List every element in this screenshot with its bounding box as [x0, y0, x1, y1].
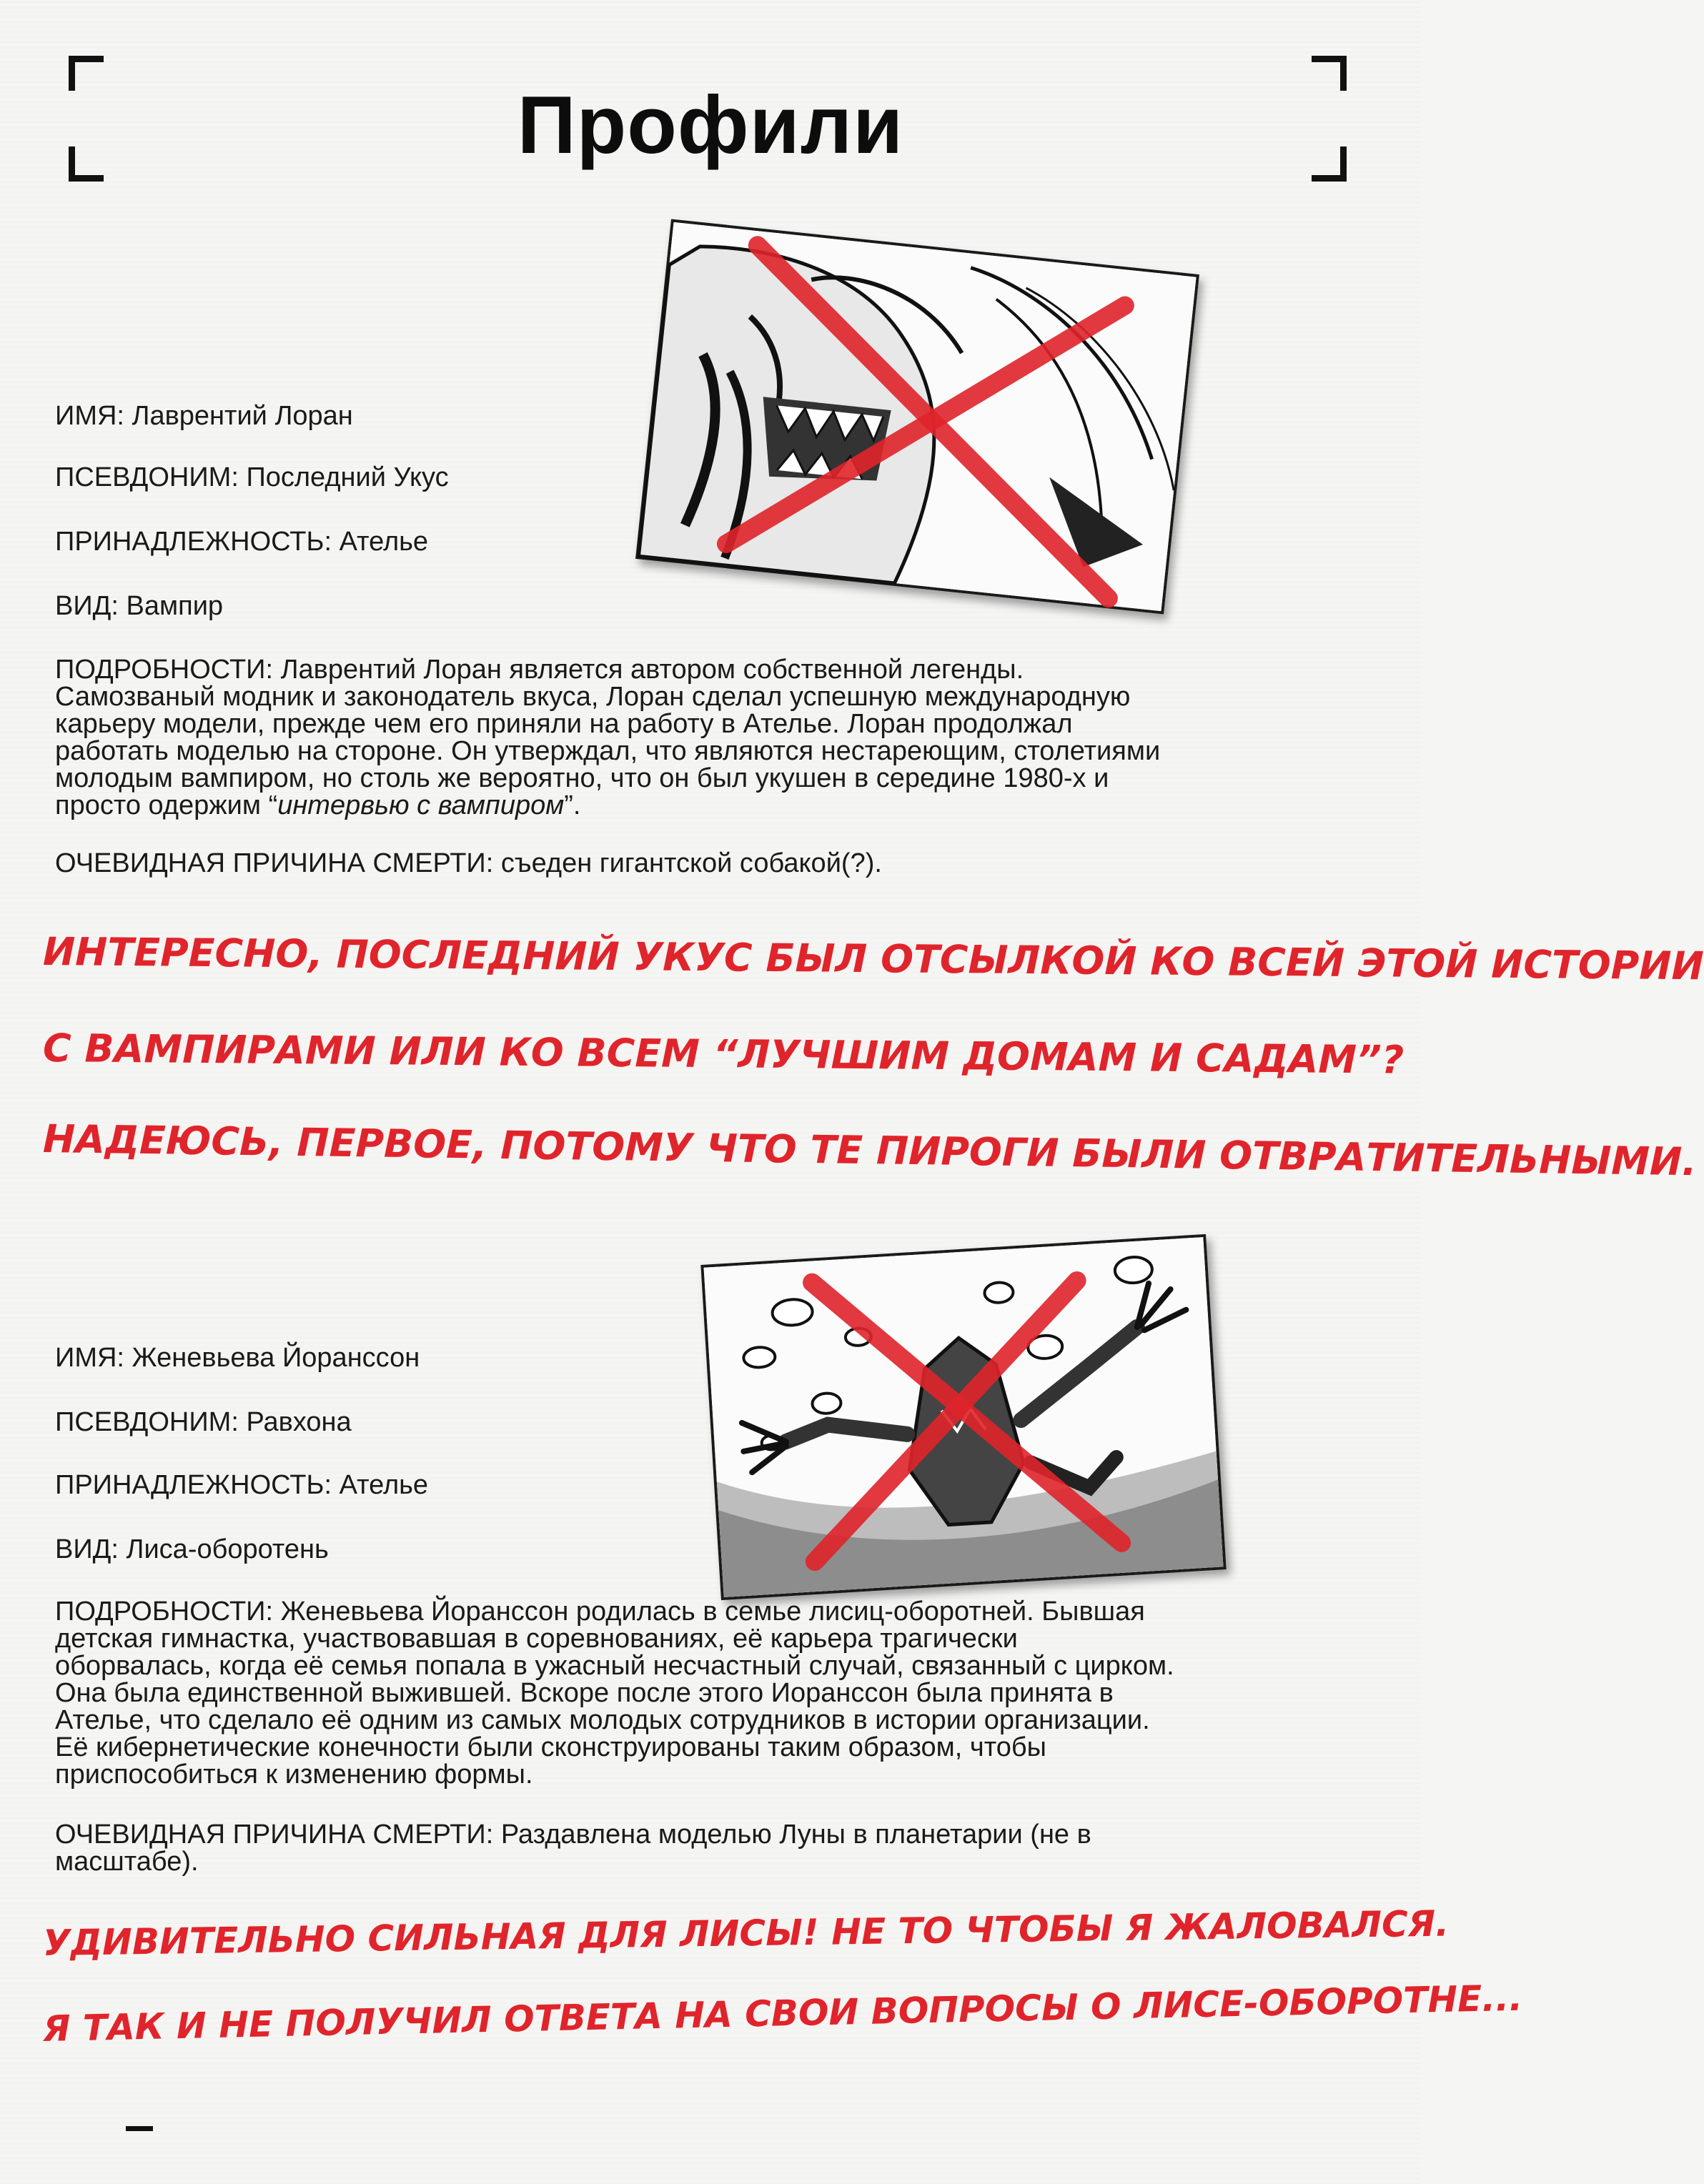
species-label: ВИД: [55, 1534, 119, 1564]
details-label: ПОДРОБНОСТИ: [55, 1597, 274, 1627]
affiliation-label: ПРИНАДЛЕЖНОСТЬ: [55, 527, 332, 557]
profile-2-affiliation-row [55, 1471, 428, 1499]
details-line: Она была единственной выжившей. Вскоре после этого Иоранссон была принята в [55, 1678, 1114, 1708]
profile-2-alias-row [55, 1408, 352, 1436]
species-value: Вампир [126, 591, 224, 621]
alias-label: ПСЕВДОНИМ: [55, 462, 239, 492]
species-label: ВИД: [55, 591, 119, 621]
details-line: детская гимнастка, участвовавшая в соревнованиях, её карьера трагически [55, 1624, 1018, 1654]
page-title: Профили [517, 80, 904, 171]
affiliation-value: Ателье [339, 527, 429, 557]
details-italic-title: интервью с вампиром [277, 790, 565, 820]
details-line: Женевьева Йоранссон родилась в семье лисиц-оборотней. Бывшая [280, 1597, 1145, 1627]
details-line: Её кибернетические конечности были сконструированы таким образом, чтобы [55, 1732, 1046, 1762]
handwritten-note: Я ТАК И НЕ ПОЛУЧИЛ ОТВЕТА НА СВОИ ВОПРОСЫ О ЛИСЕ-ОБОРОТНЕ... [42, 1977, 1523, 2050]
name-value: Женевьева Йоранссон [132, 1343, 420, 1373]
details-line: Самозваный модник и законодатель вкуса, Лоран сделал успешную международную [55, 682, 1131, 712]
alias-value: Последний Укус [246, 462, 449, 492]
species-value: Лиса-оборотень [126, 1534, 329, 1564]
details-line: просто одержим “ [55, 790, 278, 820]
profile-1-death-row [55, 849, 882, 878]
details-line: приспособиться к изменению формы. [55, 1759, 533, 1790]
details-end: ”. [564, 790, 581, 820]
handwritten-note: УДИВИТЕЛЬНО СИЛЬНАЯ ДЛЯ ЛИСЫ! НЕ ТО ЧТОБЫ Я ЖАЛОВАЛСЯ. [42, 1902, 1450, 1964]
death-label: ОЧЕВИДНАЯ ПРИЧИНА СМЕРТИ: [55, 1820, 494, 1850]
death-line: Раздавлена моделью Луны в планетарии (не в [500, 1820, 1091, 1850]
details-line: Ателье, что сделало её одним из самых молодых сотрудников в истории организации. [55, 1705, 1150, 1735]
profile-1-affiliation-row [55, 527, 428, 556]
name-label: ИМЯ: [55, 1343, 124, 1373]
profile-2-name-row [55, 1344, 420, 1372]
name-label: ИМЯ: [55, 401, 124, 431]
details-line: работать моделью на стороне. Он утверждал, что являются нестареющим, столетиями [55, 736, 1161, 766]
details-line: молодым вампиром, но столь же вероятно, что он был укушен в середине 1980-х и [55, 763, 1109, 793]
handwritten-note: НАДЕЮСЬ, ПЕРВОЕ, ПОТОМУ ЧТО ТЕ ПИРОГИ БЫЛИ ОТВРАТИТЕЛЬНЫМИ. [42, 1116, 1698, 1185]
alias-label: ПСЕВДОНИМ: [55, 1407, 239, 1437]
profile-1-species-row [55, 592, 223, 620]
profile-1-photo [635, 219, 1199, 614]
name-value: Лаврентий Лоран [132, 401, 353, 431]
profile-2-death-row [55, 1821, 1356, 1875]
handwritten-note: С ВАМПИРАМИ ИЛИ КО ВСЕМ “ЛУЧШИМ ДОМАМ И САДАМ”? [42, 1026, 1405, 1083]
profile-1-name-row [55, 402, 353, 430]
details-line: Лаврентий Лоран является автором собственной легенды. [280, 655, 1024, 685]
details-line: оборвалась, когда её семья попала в ужасный несчастный случай, связанный с цирком. [55, 1651, 1174, 1681]
profile-1-alias-row [55, 463, 449, 492]
alias-value: Равхона [246, 1407, 352, 1437]
werefox-photo-crossed-icon [704, 1237, 1224, 1597]
affiliation-value: Ателье [339, 1470, 429, 1500]
page-marker-dash [126, 2126, 153, 2131]
profile-1-details [55, 656, 1356, 819]
affiliation-label: ПРИНАДЛЕЖНОСТЬ: [55, 1470, 332, 1500]
death-value: съеден гигантской собакой(?). [500, 848, 882, 878]
profile-2-species-row [55, 1535, 329, 1564]
handwritten-note: ИНТЕРЕСНО, ПОСЛЕДНИЙ УКУС БЫЛ ОТСЫЛКОЙ КО ВСЕЙ ЭТОЙ ИСТОРИИ [42, 929, 1704, 989]
details-label: ПОДРОБНОСТИ: [55, 655, 274, 685]
death-line: масштабе). [55, 1847, 199, 1877]
death-label: ОЧЕВИДНАЯ ПРИЧИНА СМЕРТИ: [55, 848, 494, 878]
details-line: карьеру модели, прежде чем его приняли на работу в Ателье. Лоран продолжал [55, 709, 1073, 739]
profile-2-photo [700, 1234, 1226, 1600]
profile-2-details [55, 1598, 1356, 1788]
vampire-photo-crossed-icon [638, 222, 1196, 611]
